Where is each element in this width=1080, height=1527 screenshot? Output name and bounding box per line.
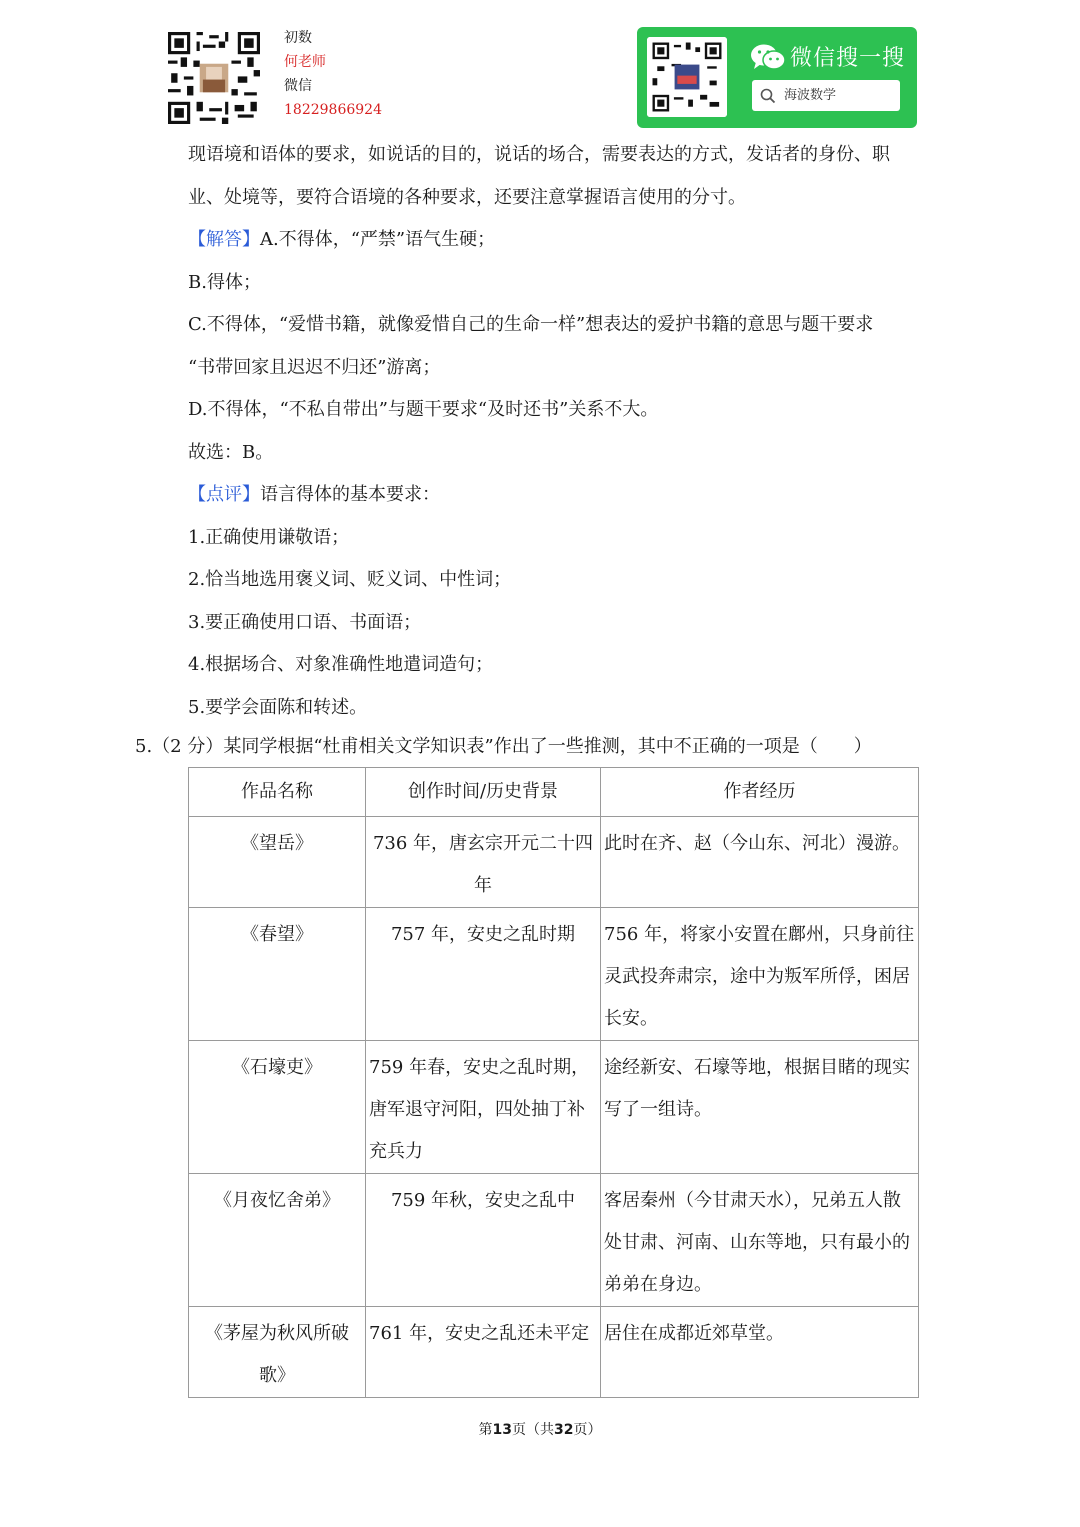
- answer-a: A.不得体，“严禁”语气生硬；: [260, 229, 496, 250]
- wechat-qr-code-image: [647, 37, 727, 117]
- table-header-row: [189, 768, 919, 817]
- rule-item: 4.根据场合、对象准确性地遣词造句；: [188, 654, 494, 675]
- cell-experience: 756 年，将家小安置在鄜州，只身前往灵武投奔肃宗，途中为叛军所俘，困居长安。: [601, 908, 919, 1041]
- rule-item: 3.要正确使用口语、书面语；: [188, 612, 422, 633]
- rule-item: 5.要学会面陈和转述。: [188, 697, 368, 718]
- contact-wechat-label: 微信: [284, 78, 312, 94]
- cell-time: 757 年，安史之乱时期: [366, 908, 601, 1041]
- cell-work: 《望岳》: [189, 817, 366, 908]
- cell-experience: 此时在齐、赵（今山东、河北）漫游。: [601, 817, 919, 908]
- question-5-stem: 5.（2 分）某同学根据“杜甫相关文学知识表”作出了一些推测，其中不正确的一项是（ ）: [135, 736, 872, 757]
- page-number: [0, 1419, 1080, 1439]
- wechat-search-box[interactable]: [752, 80, 900, 111]
- analysis-line-2: 业、处境等，要符合语境的各种要求，还要注意掌握语言使用的分寸。: [188, 187, 746, 208]
- cell-time: 759 年春，安史之乱时期，唐军退守河阳，四处抽丁补充兵力: [366, 1041, 601, 1174]
- comment-line: [188, 480, 440, 506]
- table-row: [189, 817, 919, 908]
- cell-experience: 居住在成都近郊草堂。: [601, 1307, 919, 1398]
- wechat-search-text: 海波数学: [784, 88, 837, 103]
- column-header-work: 作品名称: [189, 768, 366, 817]
- contact-teacher: 何老师: [284, 54, 326, 70]
- page-middle: 页（共: [512, 1422, 554, 1438]
- wechat-logo-icon: [750, 43, 786, 71]
- cell-time: 761 年，安史之乱还未平定: [366, 1307, 601, 1398]
- comment-intro: 语言得体的基本要求：: [260, 484, 440, 505]
- contact-subject: 初数: [284, 30, 312, 46]
- wechat-search-title: 微信搜一搜: [790, 46, 906, 71]
- search-icon: [760, 88, 776, 104]
- cell-experience: 客居秦州（今甘肃天水），兄弟五人散处甘肃、河南、山东等地，只有最小的弟弟在身边。: [601, 1174, 919, 1307]
- cell-time: 759 年秋，安史之乱中: [366, 1174, 601, 1307]
- cell-time: 736 年，唐玄宗开元二十四年: [366, 817, 601, 908]
- qr-code-image: [168, 32, 260, 124]
- rule-item: 2.恰当地选用褒义词、贬义词、中性词；: [188, 569, 512, 590]
- contact-info: [284, 26, 382, 122]
- answer-c-line-2: “书带回家且迟迟不归还”游离；: [188, 357, 441, 378]
- column-header-time: 创作时间/历史背景: [366, 768, 601, 817]
- answer-a-line: [188, 225, 495, 251]
- table-row: [189, 1041, 919, 1174]
- page-suffix: 页）: [573, 1422, 602, 1438]
- cell-work: 《茅屋为秋风所破歌》: [189, 1307, 366, 1398]
- wechat-search-title-row: [750, 41, 905, 72]
- cell-work: 《石壕吏》: [189, 1041, 366, 1174]
- answer-c-line-1: C.不得体，“爱惜书籍，就像爱惜自己的生命一样”想表达的爱护书籍的意思与题干要求: [188, 314, 874, 335]
- cell-work: 《月夜忆舍弟》: [189, 1174, 366, 1307]
- du-fu-knowledge-table: [188, 767, 919, 1398]
- table-row: [189, 1307, 919, 1398]
- rule-item: 1.正确使用谦敬语；: [188, 527, 350, 548]
- answer-b: B.得体；: [188, 272, 261, 293]
- answer-d: D.不得体，“不私自带出”与题干要求“及时还书”关系不大。: [188, 399, 659, 420]
- wechat-search-banner: [637, 27, 917, 128]
- answer-tag: 【解答】: [188, 229, 260, 250]
- current-page: 13: [492, 1422, 512, 1438]
- page-prefix: 第: [478, 1422, 493, 1438]
- comment-tag: 【点评】: [188, 484, 260, 505]
- column-header-experience: 作者经历: [601, 768, 919, 817]
- table-row: [189, 908, 919, 1041]
- contact-phone: 18229866924: [284, 102, 382, 118]
- total-pages: 32: [554, 1422, 574, 1438]
- analysis-line-1: 现语境和语体的要求，如说话的目的，说话的场合，需要表达的方式，发话者的身份、职: [188, 144, 890, 165]
- final-choice: 故选：B。: [188, 442, 274, 463]
- cell-experience: 途经新安、石壕等地，根据目睹的现实写了一组诗。: [601, 1041, 919, 1174]
- table-row: [189, 1174, 919, 1307]
- cell-work: 《春望》: [189, 908, 366, 1041]
